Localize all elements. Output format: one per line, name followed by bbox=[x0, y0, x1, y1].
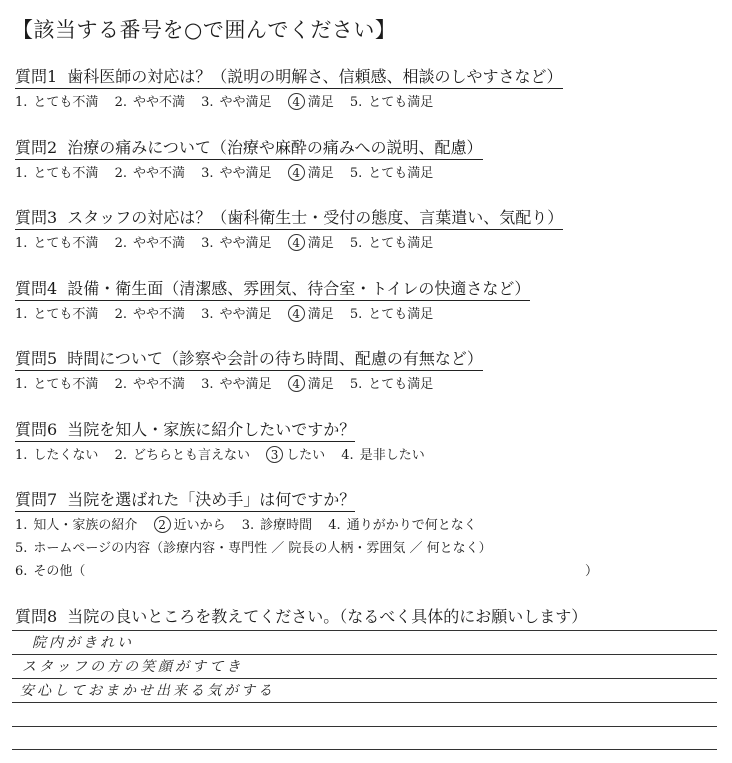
question-7-options-row2 bbox=[15, 540, 504, 558]
question-3-heading bbox=[15, 208, 563, 230]
question-4-number: 質問4 bbox=[15, 279, 58, 298]
q5-option-5[interactable]: 5. とても満足 bbox=[349, 377, 434, 392]
question-4-options bbox=[15, 305, 445, 324]
question-8-heading bbox=[15, 607, 587, 628]
question-2-options bbox=[15, 164, 445, 183]
selection-circle: 4 bbox=[288, 234, 305, 251]
question-7-options-row1 bbox=[15, 516, 489, 535]
question-1-number: 質問1 bbox=[15, 67, 58, 86]
q7-option-4[interactable]: 4. 通りがかりで何となく bbox=[328, 518, 477, 533]
q7-option-6-close-paren: ） bbox=[585, 564, 599, 579]
page-title: 【該当する番号を○で囲んでください】 bbox=[12, 18, 397, 42]
q3-option-1[interactable]: 1. とても不満 bbox=[15, 236, 99, 251]
q3-option-3[interactable]: 3. やや満足 bbox=[201, 236, 272, 251]
question-2-number: 質問2 bbox=[15, 138, 58, 157]
question-3-number: 質問3 bbox=[15, 208, 58, 227]
question-3-text: スタッフの対応は？（歯科衛生士・受付の態度、言葉遣い、気配り） bbox=[67, 208, 564, 227]
question-7-options-row3 bbox=[15, 563, 599, 581]
question-6-options bbox=[15, 446, 437, 465]
question-4-heading bbox=[15, 279, 530, 301]
q2-option-1[interactable]: 1. とても不満 bbox=[15, 166, 99, 181]
selection-circle: 4 bbox=[288, 164, 305, 181]
q4-option-1[interactable]: 1. とても不満 bbox=[15, 307, 99, 322]
handwritten-answer-3[interactable]: 安心しておまかせ出来る気がする bbox=[20, 683, 275, 699]
q5-option-1[interactable]: 1. とても不満 bbox=[15, 377, 99, 392]
selection-circle: 4 bbox=[288, 375, 305, 392]
q4-option-3[interactable]: 3. やや満足 bbox=[201, 307, 272, 322]
q2-option-3[interactable]: 3. やや満足 bbox=[201, 166, 272, 181]
question-8-text: 当院の良いところを教えてください。（なるべく具体的にお願いします） bbox=[67, 607, 588, 626]
question-5-heading bbox=[15, 349, 483, 371]
q7-option-2-selected[interactable]: 2 近いから bbox=[154, 516, 226, 535]
question-4-text: 設備・衛生面（清潔感、雰囲気、待合室・トイレの快適さなど） bbox=[67, 279, 531, 298]
question-6-heading bbox=[15, 420, 355, 442]
question-2-text: 治療の痛みについて（治療や麻酔の痛みへの説明、配慮） bbox=[67, 138, 483, 157]
answer-line bbox=[12, 630, 717, 631]
question-2-heading bbox=[15, 138, 483, 160]
q1-option-3[interactable]: 3. やや満足 bbox=[201, 95, 272, 110]
q6-option-1[interactable]: 1. したくない bbox=[15, 448, 99, 463]
question-5-options bbox=[15, 375, 445, 394]
q6-option-4[interactable]: 4. 是非したい bbox=[341, 448, 425, 463]
selection-circle: 4 bbox=[288, 93, 305, 110]
q7-option-1[interactable]: 1. 知人・家族の紹介 bbox=[15, 518, 138, 533]
q4-option-5[interactable]: 5. とても満足 bbox=[349, 307, 434, 322]
question-8-number: 質問8 bbox=[15, 607, 58, 626]
question-7-text: 当院を選ばれた「決め手」は何ですか？ bbox=[67, 490, 356, 509]
question-3-options bbox=[15, 234, 445, 253]
q1-option-1[interactable]: 1. とても不満 bbox=[15, 95, 99, 110]
q7-option-6[interactable]: 6. その他（ bbox=[15, 564, 86, 579]
answer-line bbox=[12, 702, 717, 703]
q1-option-2[interactable]: 2. やや不満 bbox=[114, 95, 185, 110]
answer-line bbox=[12, 654, 717, 655]
q6-option-3-selected[interactable]: 3 したい bbox=[266, 446, 325, 465]
question-1-heading bbox=[15, 67, 563, 89]
question-5-number: 質問5 bbox=[15, 349, 58, 368]
q1-option-4-selected[interactable]: 4 満足 bbox=[288, 93, 334, 112]
q4-option-4-selected[interactable]: 4 満足 bbox=[288, 305, 334, 324]
answer-line bbox=[12, 749, 717, 750]
q5-option-2[interactable]: 2. やや不満 bbox=[114, 377, 185, 392]
question-7-heading bbox=[15, 490, 355, 512]
q7-option-3[interactable]: 3. 診療時間 bbox=[241, 518, 313, 533]
q2-option-2[interactable]: 2. やや不満 bbox=[114, 166, 185, 181]
q3-option-4-selected[interactable]: 4 満足 bbox=[288, 234, 334, 253]
selection-circle: 2 bbox=[154, 516, 171, 533]
answer-line bbox=[12, 678, 717, 679]
answer-line bbox=[12, 726, 717, 727]
question-6-text: 当院を知人・家族に紹介したいですか？ bbox=[67, 420, 356, 439]
handwritten-answer-2[interactable]: スタッフの方の笑顔がすてき bbox=[22, 659, 244, 675]
q3-option-5[interactable]: 5. とても満足 bbox=[349, 236, 434, 251]
question-1-options bbox=[15, 93, 445, 112]
selection-circle: 3 bbox=[266, 446, 283, 463]
q2-option-4-selected[interactable]: 4 満足 bbox=[288, 164, 334, 183]
question-5-text: 時間について（診察や会計の待ち時間、配慮の有無など） bbox=[67, 349, 483, 368]
q6-option-2[interactable]: 2. どちらとも言えない bbox=[114, 448, 250, 463]
q3-option-2[interactable]: 2. やや不満 bbox=[114, 236, 185, 251]
q1-option-5[interactable]: 5. とても満足 bbox=[349, 95, 434, 110]
q5-option-4-selected[interactable]: 4 満足 bbox=[288, 375, 334, 394]
selection-circle: 4 bbox=[288, 305, 305, 322]
question-7-number: 質問7 bbox=[15, 490, 58, 509]
question-1-text: 歯科医師の対応は？（説明の明解さ、信頼感、相談のしやすさなど） bbox=[67, 67, 563, 86]
handwritten-answer-1[interactable]: 院内がきれい bbox=[32, 635, 134, 651]
question-6-number: 質問6 bbox=[15, 420, 58, 439]
q7-option-5[interactable]: 5. ホームページの内容（診療内容・専門性 ／ 院長の人柄・雰囲気 ／ 何となく） bbox=[15, 541, 492, 556]
q4-option-2[interactable]: 2. やや不満 bbox=[114, 307, 185, 322]
q5-option-3[interactable]: 3. やや満足 bbox=[201, 377, 272, 392]
q2-option-5[interactable]: 5. とても満足 bbox=[349, 166, 434, 181]
